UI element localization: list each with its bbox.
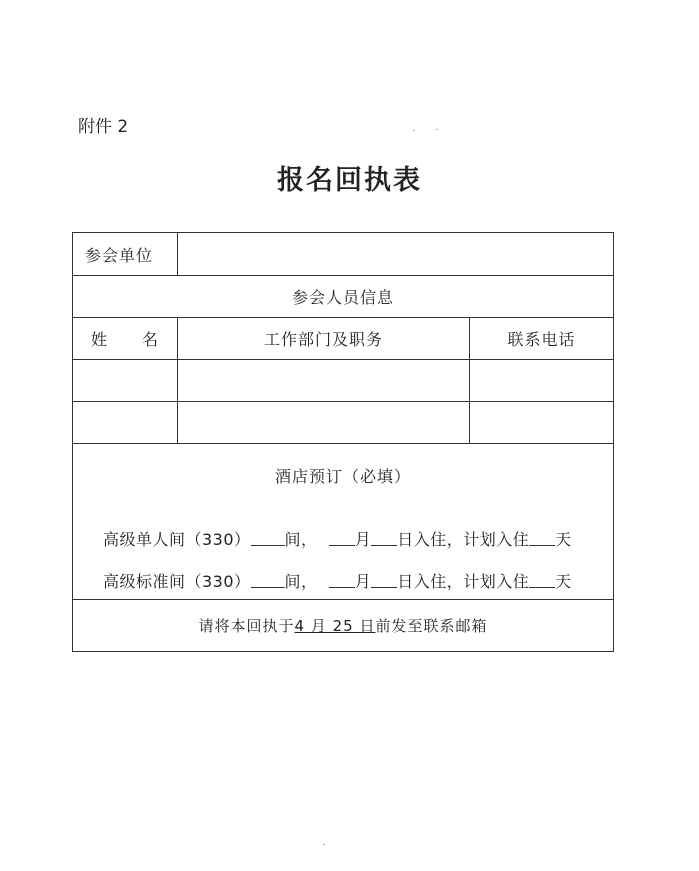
- column-dept-header: 工作部门及职务: [263, 329, 383, 349]
- deadline-date: 4 月 25 日: [294, 617, 376, 635]
- days-label: 天: [555, 530, 572, 549]
- deadline-text-after: 前发至联系邮箱: [375, 617, 488, 635]
- attendee-phone-cell[interactable]: [470, 401, 613, 443]
- unit-label: 参会单位: [85, 245, 154, 265]
- room-unit: 间，: [284, 572, 318, 591]
- column-phone-header: 联系电话: [507, 329, 576, 349]
- hotel-section-heading: 酒店预订（必填）: [274, 466, 411, 486]
- checkin-label: 日入住，计划入住: [397, 530, 530, 549]
- attendee-dept-cell[interactable]: [178, 401, 469, 443]
- deadline-notice: [73, 600, 613, 651]
- month-label: 月: [354, 530, 372, 549]
- month-label: 月: [354, 572, 372, 591]
- attendee-phone-cell[interactable]: [470, 359, 613, 401]
- page-title: 报名回执表: [277, 165, 422, 196]
- days-label: 天: [555, 572, 572, 591]
- day-blank[interactable]: [371, 531, 397, 546]
- deadline-text-before: 请将本回执于: [198, 617, 295, 635]
- unit-input-cell[interactable]: [178, 233, 613, 275]
- month-blank[interactable]: [329, 531, 355, 546]
- room-type: 高级单人间（330）: [103, 530, 251, 549]
- hotel-row-standard: [103, 569, 572, 592]
- day-blank[interactable]: [371, 573, 397, 588]
- hotel-row-single: [103, 527, 572, 550]
- scan-speck: [323, 844, 325, 845]
- checkin-label: 日入住，计划入住: [397, 572, 530, 591]
- column-name-header: 姓 名: [90, 329, 159, 349]
- room-type: 高级标准间（330）: [103, 572, 251, 591]
- attendee-name-cell[interactable]: [73, 401, 177, 443]
- scan-speck: [436, 129, 438, 130]
- registration-form: [72, 232, 614, 652]
- attachment-label: 附件 2: [78, 117, 129, 137]
- attendee-section-heading: 参会人员信息: [291, 287, 394, 307]
- attendee-dept-cell[interactable]: [178, 359, 469, 401]
- room-count-blank[interactable]: [251, 531, 285, 546]
- room-count-blank[interactable]: [251, 573, 285, 588]
- month-blank[interactable]: [329, 573, 355, 588]
- scan-speck: [413, 130, 415, 131]
- stay-days-blank[interactable]: [529, 531, 555, 546]
- room-unit: 间，: [284, 530, 318, 549]
- attendee-name-cell[interactable]: [73, 359, 177, 401]
- stay-days-blank[interactable]: [529, 573, 555, 588]
